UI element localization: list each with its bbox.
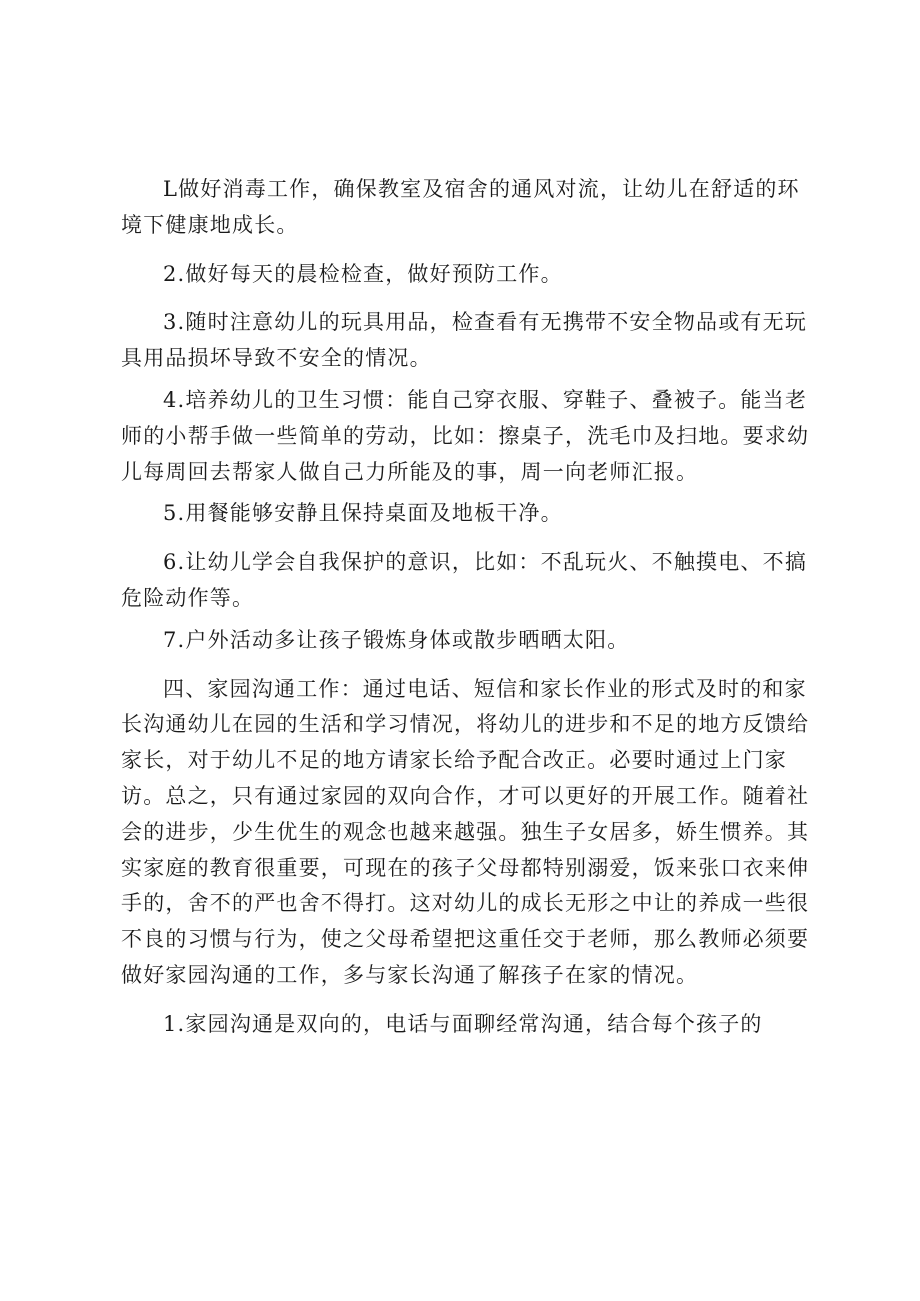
paragraph-two-way-communication: 1.家园沟通是双向的，电话与面聊经常沟通，结合每个孩子的 [163,1011,763,1036]
paragraph-outdoor-activity: 7.户外活动多让孩子锻炼身体或散步晒晒太阳。 [163,627,630,652]
paragraph-morning-check: 2.做好每天的晨检检查，做好预防工作。 [163,261,563,286]
document-body [121,172,811,1043]
paragraph-hygiene-habits: 4.培养幼儿的卫生习惯：能自己穿衣服、穿鞋子、叠被子。能当老师的小帮手做一些简单的劳动，比如：擦桌子，洗毛巾及扫地。要求幼儿每周回去帮家人做自己力所能及的事，周一向老师汇报。 [121,387,810,484]
paragraph-dining: 5.用餐能够安静且保持桌面及地板干净。 [163,501,563,526]
paragraph-self-protection: 6.让幼儿学会自我保护的意识，比如：不乱玩火、不触摸电、不搞危险动作等。 [121,550,808,610]
paragraph-home-school-communication: 四、家园沟通工作：通过电话、短信和家长作业的形式及时的和家长沟通幼儿在园的生活和学习情况，将幼儿的进步和不足的地方反馈给家长，对于幼儿不足的地方请家长给予配合改正。必要时通过上门家访。总之，只有通过家园的双向合作，才可以更好的开展工作。随着社会的进步，少生优生的观念也越来越强。独生子女居多，娇生惯养。其实家庭的教育很重要，可现在的孩子父母都特别溺爱，饭来张口衣来伸手的，舍不的严也舍不得打。这对幼儿的成长无形之中让的养成一些很不良的习惯与行为，使之父母希望把这重任交于老师，那么教师必须要做好家园沟通的工作，多与家长沟通了解孩子在家的情况。 [121,676,810,987]
paragraph-toy-safety: 3.随时注意幼儿的玩具用品，检查看有无携带不安全物品或有无玩具用品损坏导致不安全的情况。 [121,310,808,371]
paragraph-disinfection: L做好消毒工作，确保教室及宿舍的通风对流，让幼儿在舒适的环境下健康地成长。 [121,177,800,237]
